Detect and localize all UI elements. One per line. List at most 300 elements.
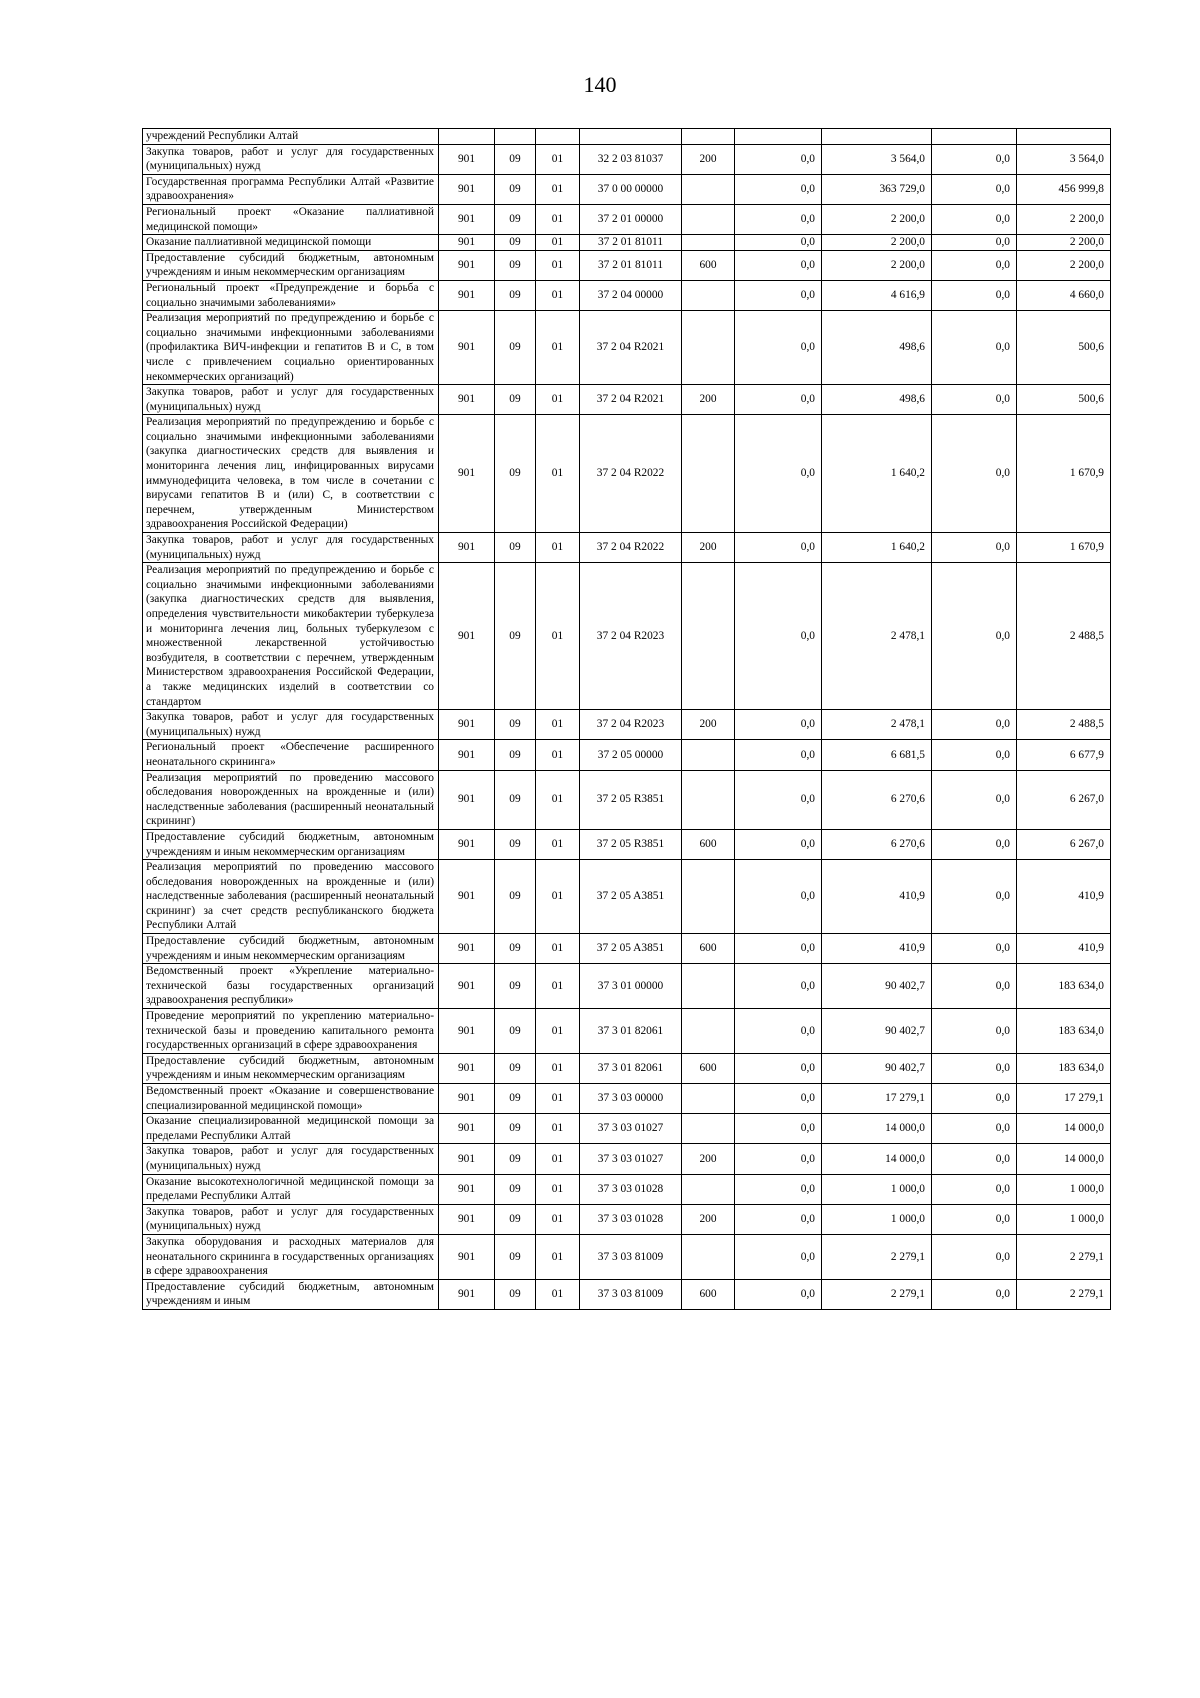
row-section: 09 xyxy=(495,250,536,280)
row-admin-code: 901 xyxy=(439,563,495,710)
row-admin-code: 901 xyxy=(439,1009,495,1054)
row-section: 09 xyxy=(495,1084,536,1114)
row-target-article: 37 2 04 R2023 xyxy=(580,563,682,710)
row-expense-type: 200 xyxy=(682,1204,735,1234)
row-amount-3: 0,0 xyxy=(932,385,1017,415)
row-expense-type xyxy=(682,280,735,310)
row-name: Предоставление субсидий бюджетным, автономным учреждениям и иным некоммерческим организациям xyxy=(143,829,439,859)
row-amount-2: 2 200,0 xyxy=(822,235,932,251)
row-amount-1: 0,0 xyxy=(735,1084,822,1114)
row-target-article: 32 2 03 81037 xyxy=(580,144,682,174)
row-amount-3: 0,0 xyxy=(932,174,1017,204)
table-row xyxy=(143,1053,1111,1083)
row-amount-4: 1 670,9 xyxy=(1017,415,1111,533)
table-row xyxy=(143,964,1111,1009)
row-amount-3: 0,0 xyxy=(932,563,1017,710)
row-amount-3: 0,0 xyxy=(932,533,1017,563)
row-name: Оказание паллиативной медицинской помощи xyxy=(143,235,439,251)
row-amount-4: 6 267,0 xyxy=(1017,770,1111,829)
row-subsection xyxy=(536,129,580,145)
row-name: Закупка товаров, работ и услуг для государственных (муниципальных) нужд xyxy=(143,144,439,174)
row-name: учреждений Республики Алтай xyxy=(143,129,439,145)
row-expense-type xyxy=(682,1234,735,1279)
row-amount-1: 0,0 xyxy=(735,1053,822,1083)
table-row xyxy=(143,235,1111,251)
row-name: Закупка товаров, работ и услуг для государственных (муниципальных) нужд xyxy=(143,1144,439,1174)
row-amount-2: 1 640,2 xyxy=(822,533,932,563)
row-target-article: 37 2 04 R2021 xyxy=(580,311,682,385)
table-row xyxy=(143,129,1111,145)
row-amount-3: 0,0 xyxy=(932,1053,1017,1083)
table-row xyxy=(143,415,1111,533)
row-subsection: 01 xyxy=(536,934,580,964)
row-admin-code: 901 xyxy=(439,533,495,563)
row-section: 09 xyxy=(495,563,536,710)
row-subsection: 01 xyxy=(536,964,580,1009)
row-amount-4: 2 488,5 xyxy=(1017,563,1111,710)
row-target-article: 37 3 03 01027 xyxy=(580,1144,682,1174)
table-row xyxy=(143,770,1111,829)
row-amount-1: 0,0 xyxy=(735,829,822,859)
row-subsection: 01 xyxy=(536,174,580,204)
row-admin-code: 901 xyxy=(439,204,495,234)
row-amount-4: 500,6 xyxy=(1017,385,1111,415)
row-amount-4: 2 200,0 xyxy=(1017,235,1111,251)
row-amount-2: 410,9 xyxy=(822,860,932,934)
budget-table xyxy=(142,128,1111,1310)
row-admin-code: 901 xyxy=(439,174,495,204)
table-row xyxy=(143,740,1111,770)
row-target-article: 37 2 01 81011 xyxy=(580,235,682,251)
row-amount-3: 0,0 xyxy=(932,144,1017,174)
row-target-article: 37 0 00 00000 xyxy=(580,174,682,204)
row-section: 09 xyxy=(495,740,536,770)
row-amount-3: 0,0 xyxy=(932,280,1017,310)
row-section: 09 xyxy=(495,235,536,251)
row-subsection: 01 xyxy=(536,1114,580,1144)
row-amount-2: 2 279,1 xyxy=(822,1234,932,1279)
row-amount-3: 0,0 xyxy=(932,1204,1017,1234)
row-expense-type: 600 xyxy=(682,934,735,964)
row-name: Закупка товаров, работ и услуг для государственных (муниципальных) нужд xyxy=(143,385,439,415)
row-target-article: 37 3 03 00000 xyxy=(580,1084,682,1114)
row-target-article: 37 2 05 A3851 xyxy=(580,860,682,934)
row-expense-type xyxy=(682,129,735,145)
row-amount-2: 6 270,6 xyxy=(822,829,932,859)
row-section: 09 xyxy=(495,1279,536,1309)
row-name: Реализация мероприятий по проведению массового обследования новорожденных на врожденные и (или) наследственные заболевания (расширенный неонатальный скрининг) xyxy=(143,770,439,829)
row-amount-1: 0,0 xyxy=(735,1204,822,1234)
row-admin-code: 901 xyxy=(439,740,495,770)
row-admin-code: 901 xyxy=(439,710,495,740)
row-admin-code: 901 xyxy=(439,829,495,859)
row-subsection: 01 xyxy=(536,311,580,385)
row-section: 09 xyxy=(495,280,536,310)
table-row xyxy=(143,144,1111,174)
row-name: Реализация мероприятий по предупреждению и борьбе с социально значимыми инфекционными заболеваниями (профилактика ВИЧ-инфекции и гепатитов B и C, в том числе с привлечением социально ориентированных некоммерческих организаций) xyxy=(143,311,439,385)
row-amount-4: 14 000,0 xyxy=(1017,1144,1111,1174)
row-target-article: 37 3 03 01027 xyxy=(580,1114,682,1144)
row-name: Проведение мероприятий по укреплению материально-технической базы и проведению капитального ремонта государственных организаций в сфере здравоохранения xyxy=(143,1009,439,1054)
row-amount-2: 14 000,0 xyxy=(822,1114,932,1144)
row-amount-2: 498,6 xyxy=(822,311,932,385)
row-amount-2: 1 000,0 xyxy=(822,1174,932,1204)
row-admin-code: 901 xyxy=(439,1204,495,1234)
row-name: Государственная программа Республики Алтай «Развитие здравоохранения» xyxy=(143,174,439,204)
row-amount-4: 1 000,0 xyxy=(1017,1204,1111,1234)
row-section: 09 xyxy=(495,829,536,859)
row-admin-code: 901 xyxy=(439,144,495,174)
row-amount-2: 1 640,2 xyxy=(822,415,932,533)
row-admin-code: 901 xyxy=(439,860,495,934)
table-row xyxy=(143,829,1111,859)
row-name: Предоставление субсидий бюджетным, автономным учреждениям и иным некоммерческим организациям xyxy=(143,250,439,280)
row-amount-1: 0,0 xyxy=(735,740,822,770)
row-amount-3: 0,0 xyxy=(932,770,1017,829)
row-subsection: 01 xyxy=(536,1144,580,1174)
row-amount-4: 410,9 xyxy=(1017,934,1111,964)
row-subsection: 01 xyxy=(536,385,580,415)
row-name: Предоставление субсидий бюджетным, автономным учреждениям и иным некоммерческим организациям xyxy=(143,934,439,964)
row-section: 09 xyxy=(495,1009,536,1054)
row-expense-type xyxy=(682,740,735,770)
row-amount-1: 0,0 xyxy=(735,964,822,1009)
row-section: 09 xyxy=(495,710,536,740)
row-admin-code: 901 xyxy=(439,1114,495,1144)
row-subsection: 01 xyxy=(536,250,580,280)
table-row xyxy=(143,1084,1111,1114)
row-name: Реализация мероприятий по предупреждению и борьбе с социально значимыми инфекционными заболеваниями (закупка диагностических средств для выявления и мониторинга лечения лиц, инфицированных вирусами иммунодефицита человека, в том числе в сочетании с вирусами гепатитов B и (или) C, в соответствии с перечнем, утвержденным Министерством здравоохранения Российской Федерации) xyxy=(143,415,439,533)
row-amount-4: 17 279,1 xyxy=(1017,1084,1111,1114)
row-admin-code: 901 xyxy=(439,311,495,385)
row-target-article: 37 2 01 81011 xyxy=(580,250,682,280)
row-amount-3: 0,0 xyxy=(932,1114,1017,1144)
row-amount-1: 0,0 xyxy=(735,1174,822,1204)
row-expense-type: 600 xyxy=(682,1053,735,1083)
row-amount-3: 0,0 xyxy=(932,829,1017,859)
table-row xyxy=(143,860,1111,934)
row-name: Закупка товаров, работ и услуг для государственных (муниципальных) нужд xyxy=(143,710,439,740)
row-section: 09 xyxy=(495,385,536,415)
row-amount-3: 0,0 xyxy=(932,311,1017,385)
row-expense-type: 600 xyxy=(682,250,735,280)
row-subsection: 01 xyxy=(536,1174,580,1204)
row-target-article: 37 2 04 R2022 xyxy=(580,533,682,563)
row-section: 09 xyxy=(495,533,536,563)
row-target-article: 37 2 01 00000 xyxy=(580,204,682,234)
row-target-article: 37 2 04 R2022 xyxy=(580,415,682,533)
row-amount-3: 0,0 xyxy=(932,250,1017,280)
row-name: Региональный проект «Обеспечение расширенного неонатального скрининга» xyxy=(143,740,439,770)
row-expense-type: 200 xyxy=(682,144,735,174)
row-subsection: 01 xyxy=(536,860,580,934)
row-expense-type xyxy=(682,1114,735,1144)
row-amount-3: 0,0 xyxy=(932,1279,1017,1309)
row-target-article: 37 3 03 81009 xyxy=(580,1234,682,1279)
row-section: 09 xyxy=(495,1174,536,1204)
row-admin-code: 901 xyxy=(439,250,495,280)
row-amount-3: 0,0 xyxy=(932,860,1017,934)
page-number: 140 xyxy=(583,72,617,97)
row-section: 09 xyxy=(495,1114,536,1144)
row-amount-3: 0,0 xyxy=(932,1174,1017,1204)
table-row xyxy=(143,311,1111,385)
row-amount-1: 0,0 xyxy=(735,1114,822,1144)
row-subsection: 01 xyxy=(536,563,580,710)
row-amount-1: 0,0 xyxy=(735,311,822,385)
row-admin-code: 901 xyxy=(439,1144,495,1174)
table-row xyxy=(143,1204,1111,1234)
row-name: Закупка товаров, работ и услуг для государственных (муниципальных) нужд xyxy=(143,1204,439,1234)
row-name: Закупка оборудования и расходных материалов для неонатального скрининга в государственных организациях в сфере здравоохранения xyxy=(143,1234,439,1279)
table-row xyxy=(143,934,1111,964)
row-amount-2: 3 564,0 xyxy=(822,144,932,174)
row-name: Региональный проект «Предупреждение и борьба с социально значимыми заболеваниями» xyxy=(143,280,439,310)
row-amount-3: 0,0 xyxy=(932,740,1017,770)
row-subsection: 01 xyxy=(536,235,580,251)
row-name: Оказание специализированной медицинской помощи за пределами Республики Алтай xyxy=(143,1114,439,1144)
row-amount-4: 2 279,1 xyxy=(1017,1234,1111,1279)
row-expense-type: 200 xyxy=(682,1144,735,1174)
row-target-article: 37 3 01 00000 xyxy=(580,964,682,1009)
row-expense-type xyxy=(682,1174,735,1204)
row-amount-1: 0,0 xyxy=(735,533,822,563)
row-amount-4: 183 634,0 xyxy=(1017,964,1111,1009)
row-admin-code: 901 xyxy=(439,1279,495,1309)
row-section: 09 xyxy=(495,934,536,964)
row-target-article: 37 3 03 01028 xyxy=(580,1204,682,1234)
row-amount-2: 2 200,0 xyxy=(822,204,932,234)
row-amount-3: 0,0 xyxy=(932,415,1017,533)
row-expense-type xyxy=(682,415,735,533)
row-subsection: 01 xyxy=(536,144,580,174)
row-target-article: 37 3 03 01028 xyxy=(580,1174,682,1204)
row-expense-type xyxy=(682,174,735,204)
row-name: Ведомственный проект «Оказание и совершенствование специализированной медицинской помощи» xyxy=(143,1084,439,1114)
table-row xyxy=(143,533,1111,563)
row-amount-4: 6 677,9 xyxy=(1017,740,1111,770)
table-row xyxy=(143,250,1111,280)
row-amount-3: 0,0 xyxy=(932,1009,1017,1054)
row-amount-4: 3 564,0 xyxy=(1017,144,1111,174)
table-row xyxy=(143,710,1111,740)
row-amount-2: 1 000,0 xyxy=(822,1204,932,1234)
row-section: 09 xyxy=(495,964,536,1009)
row-admin-code: 901 xyxy=(439,1174,495,1204)
row-subsection: 01 xyxy=(536,770,580,829)
table-row xyxy=(143,385,1111,415)
row-section: 09 xyxy=(495,174,536,204)
row-section: 09 xyxy=(495,860,536,934)
row-admin-code: 901 xyxy=(439,1053,495,1083)
row-amount-4: 2 488,5 xyxy=(1017,710,1111,740)
row-expense-type xyxy=(682,311,735,385)
row-admin-code: 901 xyxy=(439,280,495,310)
row-amount-2: 90 402,7 xyxy=(822,964,932,1009)
row-target-article: 37 2 04 00000 xyxy=(580,280,682,310)
row-admin-code: 901 xyxy=(439,385,495,415)
row-amount-2: 14 000,0 xyxy=(822,1144,932,1174)
row-expense-type xyxy=(682,964,735,1009)
table-row xyxy=(143,1174,1111,1204)
row-amount-4: 410,9 xyxy=(1017,860,1111,934)
row-expense-type xyxy=(682,204,735,234)
row-amount-2 xyxy=(822,129,932,145)
row-amount-1: 0,0 xyxy=(735,250,822,280)
row-amount-4: 456 999,8 xyxy=(1017,174,1111,204)
row-expense-type: 600 xyxy=(682,829,735,859)
row-section: 09 xyxy=(495,415,536,533)
row-target-article: 37 2 04 R2023 xyxy=(580,710,682,740)
row-amount-2: 17 279,1 xyxy=(822,1084,932,1114)
row-expense-type xyxy=(682,860,735,934)
row-admin-code: 901 xyxy=(439,1084,495,1114)
table-body xyxy=(143,129,1111,1310)
row-admin-code: 901 xyxy=(439,934,495,964)
table-row xyxy=(143,1144,1111,1174)
row-amount-1: 0,0 xyxy=(735,280,822,310)
row-amount-1: 0,0 xyxy=(735,1144,822,1174)
row-section: 09 xyxy=(495,204,536,234)
row-amount-1: 0,0 xyxy=(735,860,822,934)
row-amount-4: 2 200,0 xyxy=(1017,204,1111,234)
row-amount-2: 2 200,0 xyxy=(822,250,932,280)
row-subsection: 01 xyxy=(536,415,580,533)
row-expense-type: 200 xyxy=(682,533,735,563)
row-amount-1: 0,0 xyxy=(735,235,822,251)
row-amount-1: 0,0 xyxy=(735,934,822,964)
row-section: 09 xyxy=(495,770,536,829)
row-amount-2: 4 616,9 xyxy=(822,280,932,310)
row-amount-4: 4 660,0 xyxy=(1017,280,1111,310)
row-amount-2: 363 729,0 xyxy=(822,174,932,204)
row-amount-4: 2 279,1 xyxy=(1017,1279,1111,1309)
row-target-article xyxy=(580,129,682,145)
row-section xyxy=(495,129,536,145)
row-section: 09 xyxy=(495,1204,536,1234)
row-expense-type xyxy=(682,770,735,829)
row-amount-3: 0,0 xyxy=(932,964,1017,1009)
row-target-article: 37 2 05 R3851 xyxy=(580,770,682,829)
row-target-article: 37 2 04 R2021 xyxy=(580,385,682,415)
row-amount-3: 0,0 xyxy=(932,1084,1017,1114)
row-subsection: 01 xyxy=(536,740,580,770)
table-row xyxy=(143,563,1111,710)
row-target-article: 37 3 01 82061 xyxy=(580,1053,682,1083)
row-amount-4: 6 267,0 xyxy=(1017,829,1111,859)
row-amount-3: 0,0 xyxy=(932,1234,1017,1279)
row-admin-code: 901 xyxy=(439,1234,495,1279)
row-section: 09 xyxy=(495,1144,536,1174)
row-amount-2: 2 478,1 xyxy=(822,710,932,740)
row-expense-type: 200 xyxy=(682,385,735,415)
row-amount-1: 0,0 xyxy=(735,563,822,710)
row-amount-3 xyxy=(932,129,1017,145)
row-amount-1: 0,0 xyxy=(735,1279,822,1309)
table-row xyxy=(143,174,1111,204)
row-amount-4: 2 200,0 xyxy=(1017,250,1111,280)
row-amount-4: 500,6 xyxy=(1017,311,1111,385)
row-expense-type: 600 xyxy=(682,1279,735,1309)
row-subsection: 01 xyxy=(536,1279,580,1309)
row-amount-4: 183 634,0 xyxy=(1017,1053,1111,1083)
row-subsection: 01 xyxy=(536,1204,580,1234)
row-amount-2: 2 478,1 xyxy=(822,563,932,710)
row-amount-2: 498,6 xyxy=(822,385,932,415)
row-subsection: 01 xyxy=(536,533,580,563)
table-row xyxy=(143,1009,1111,1054)
row-admin-code: 901 xyxy=(439,415,495,533)
table-row xyxy=(143,1114,1111,1144)
row-amount-1: 0,0 xyxy=(735,1234,822,1279)
row-name: Оказание высокотехнологичной медицинской помощи за пределами Республики Алтай xyxy=(143,1174,439,1204)
row-amount-4 xyxy=(1017,129,1111,145)
row-amount-3: 0,0 xyxy=(932,1144,1017,1174)
row-amount-1: 0,0 xyxy=(735,144,822,174)
row-expense-type xyxy=(682,1084,735,1114)
row-amount-1 xyxy=(735,129,822,145)
row-subsection: 01 xyxy=(536,1234,580,1279)
row-target-article: 37 2 05 00000 xyxy=(580,740,682,770)
row-admin-code xyxy=(439,129,495,145)
row-amount-1: 0,0 xyxy=(735,415,822,533)
row-subsection: 01 xyxy=(536,1084,580,1114)
row-amount-4: 183 634,0 xyxy=(1017,1009,1111,1054)
row-expense-type xyxy=(682,1009,735,1054)
table-row xyxy=(143,204,1111,234)
row-amount-3: 0,0 xyxy=(932,934,1017,964)
row-amount-3: 0,0 xyxy=(932,235,1017,251)
row-target-article: 37 2 05 A3851 xyxy=(580,934,682,964)
table-row xyxy=(143,280,1111,310)
row-amount-2: 410,9 xyxy=(822,934,932,964)
row-expense-type xyxy=(682,235,735,251)
row-amount-3: 0,0 xyxy=(932,710,1017,740)
row-name: Предоставление субсидий бюджетным, автономным учреждениям и иным xyxy=(143,1279,439,1309)
row-subsection: 01 xyxy=(536,204,580,234)
row-name: Реализация мероприятий по проведению массового обследования новорожденных на врожденные и (или) наследственные заболевания (расширенный неонатальный скрининг) за счет средств республиканского бюджета Республики Алтай xyxy=(143,860,439,934)
row-amount-2: 6 270,6 xyxy=(822,770,932,829)
row-target-article: 37 2 05 R3851 xyxy=(580,829,682,859)
row-section: 09 xyxy=(495,1234,536,1279)
table-row xyxy=(143,1234,1111,1279)
row-name: Предоставление субсидий бюджетным, автономным учреждениям и иным некоммерческим организациям xyxy=(143,1053,439,1083)
row-amount-1: 0,0 xyxy=(735,385,822,415)
row-admin-code: 901 xyxy=(439,235,495,251)
row-expense-type xyxy=(682,563,735,710)
row-expense-type: 200 xyxy=(682,710,735,740)
row-amount-2: 2 279,1 xyxy=(822,1279,932,1309)
row-amount-3: 0,0 xyxy=(932,204,1017,234)
row-admin-code: 901 xyxy=(439,770,495,829)
row-name: Закупка товаров, работ и услуг для государственных (муниципальных) нужд xyxy=(143,533,439,563)
row-section: 09 xyxy=(495,144,536,174)
row-amount-2: 90 402,7 xyxy=(822,1053,932,1083)
row-amount-1: 0,0 xyxy=(735,204,822,234)
row-section: 09 xyxy=(495,1053,536,1083)
row-section: 09 xyxy=(495,311,536,385)
row-amount-1: 0,0 xyxy=(735,770,822,829)
row-amount-4: 1 000,0 xyxy=(1017,1174,1111,1204)
row-amount-1: 0,0 xyxy=(735,174,822,204)
row-target-article: 37 3 01 82061 xyxy=(580,1009,682,1054)
row-subsection: 01 xyxy=(536,280,580,310)
row-amount-4: 1 670,9 xyxy=(1017,533,1111,563)
row-name: Реализация мероприятий по предупреждению и борьбе с социально значимыми инфекционными заболеваниями (закупка диагностических средств для выявления, определения чувствительности микобактерии туберкулеза и мониторинга лечения лиц, больных туберкулезом с множественной лекарственной устойчивостью возбудителя, в соответствии с перечнем, утвержденным Министерством здравоохранения Российской Федерации, а также медицинских изделий в соответствии со стандартом xyxy=(143,563,439,710)
row-subsection: 01 xyxy=(536,1053,580,1083)
row-subsection: 01 xyxy=(536,710,580,740)
row-name: Региональный проект «Оказание паллиативной медицинской помощи» xyxy=(143,204,439,234)
